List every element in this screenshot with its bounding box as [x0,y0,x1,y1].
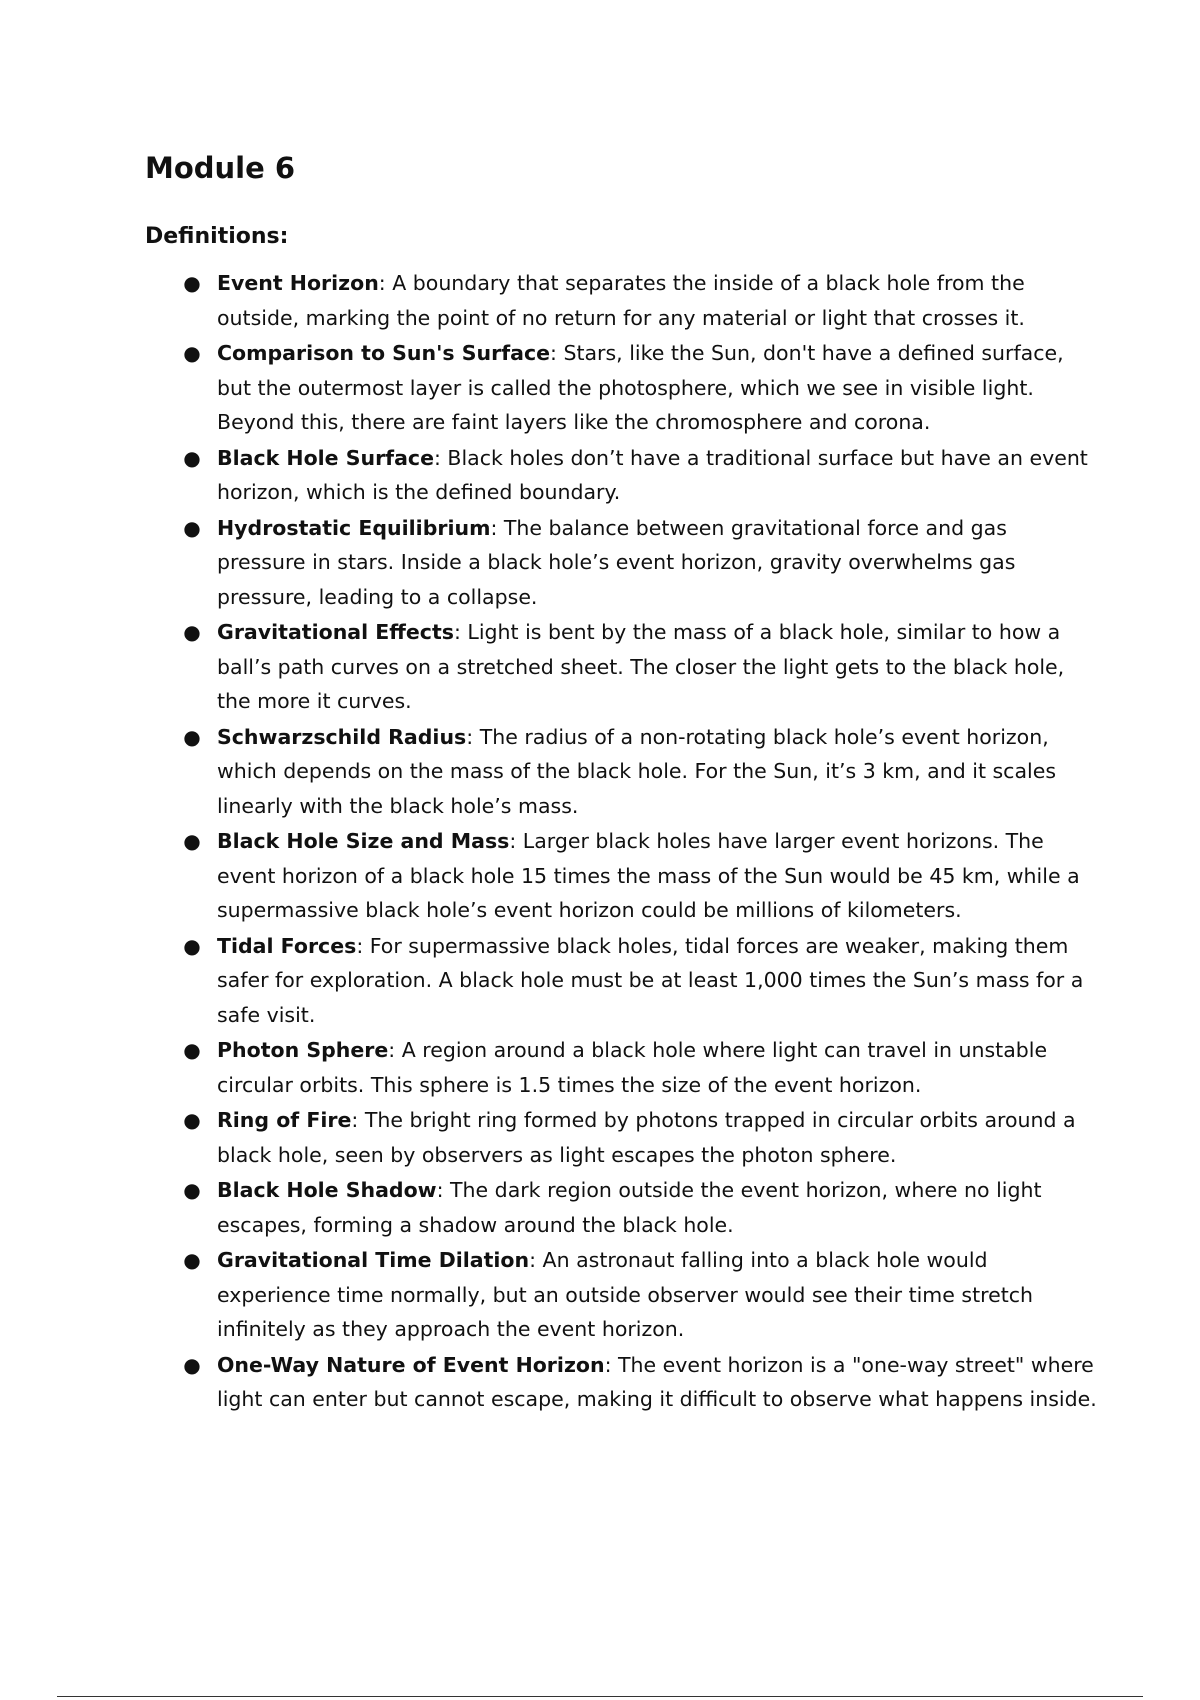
list-item [183,266,1097,335]
definition-term: Comparison to Sun's Surface [217,341,551,365]
bullet-icon: ● [183,271,201,295]
bullet-icon: ● [183,1038,201,1062]
page-title: Module 6 [145,151,296,185]
footer-divider [57,1696,1143,1697]
definition-text: : The bright ring formed by photons trapped in circular orbits around a black hole, seen by observers as light escapes the photon sphere. [217,1108,1076,1167]
definition-text: : Stars, like the Sun, don't have a defined surface, but the outermost layer is called the photosphere, which we see in visible light. Beyond this, there are faint layers like the chromosphere and corona. [217,341,1064,434]
definition-term: Event Horizon [217,271,379,295]
definition-term: Black Hole Size and Mass [217,829,510,853]
definition-text: : A boundary that separates the inside of a black hole from the outside, marking the point of no return for any material or light that crosses it. [217,271,1025,330]
bullet-icon: ● [183,829,201,853]
definition-text: : The balance between gravitational force and gas pressure in stars. Inside a black hole’s event horizon, gravity overwhelms gas pressure, leading to a collapse. [217,515,1016,609]
definition-term: Hydrostatic Equilibrium [217,515,491,540]
bullet-icon: ● [183,445,201,470]
bullet-icon: ● [183,620,201,644]
list-item [183,1173,1097,1242]
definition-text: : Larger black holes have larger event horizons. The event horizon of a black hole 15 times the mass of the Sun would be 45 km, while a supermassive black hole’s event horizon could be millions of kilometers. [217,829,1080,922]
list-item [183,1103,1097,1172]
definition-term: One-Way Nature of Event Horizon [217,1352,605,1377]
definition-text: : A region around a black hole where light can travel in unstable circular orbits. This sphere is 1.5 times the size of the event horizon. [217,1038,1048,1097]
definition-text: : Black holes don’t have a traditional surface but have an event horizon, which is the defined boundary. [217,445,1088,504]
list-item [183,929,1097,1033]
definition-term: Gravitational Time Dilation [217,1248,530,1272]
definition-text: : An astronaut falling into a black hole would experience time normally, but an outside observer would see their time stretch infinitely as they approach the event horizon. [217,1248,1034,1341]
definition-term: Black Hole Surface [217,445,434,470]
definition-term: Photon Sphere [217,1038,389,1062]
bullet-icon: ● [183,933,201,958]
list-item [183,720,1097,824]
bullet-icon: ● [183,1108,201,1132]
list-item [183,1348,1097,1417]
list-item [183,615,1097,719]
list-item [183,441,1097,510]
list-item [183,824,1097,928]
bullet-icon: ● [183,724,201,749]
definition-term: Schwarzschild Radius [217,724,467,749]
bullet-icon: ● [183,515,201,540]
definition-term: Ring of Fire [217,1108,352,1132]
definition-text: : The dark region outside the event horizon, where no light escapes, forming a shadow around the black hole. [217,1178,1042,1237]
definition-term: Tidal Forces [217,933,357,958]
bullet-icon: ● [183,1352,201,1377]
list-item [183,1033,1097,1102]
definition-term: Gravitational Effects [217,620,454,644]
bullet-icon: ● [183,1248,201,1272]
list-item [183,336,1097,440]
list-item [183,1243,1097,1347]
bullet-icon: ● [183,341,201,365]
bullet-icon: ● [183,1178,201,1202]
definition-text: : Light is bent by the mass of a black hole, similar to how a ball’s path curves on a stretched sheet. The closer the light gets to the black hole, the more it curves. [217,620,1065,713]
list-item [183,511,1097,615]
definition-text: : For supermassive black holes, tidal forces are weaker, making them safer for exploration. A black hole must be at least 1,000 times the Sun’s mass for a safe visit. [217,933,1084,1027]
definition-text: : The radius of a non-rotating black hole’s event horizon, which depends on the mass of the black hole. For the Sun, it’s 3 km, and it scales linearly with the black hole’s mass. [217,724,1056,818]
definition-text: : The event horizon is a "one-way street" where light can enter but cannot escape, making it difficult to observe what happens inside. [217,1352,1097,1411]
definitions-list [183,266,1097,1418]
definition-term: Black Hole Shadow [217,1178,437,1202]
section-heading: Definitions: [145,224,289,249]
